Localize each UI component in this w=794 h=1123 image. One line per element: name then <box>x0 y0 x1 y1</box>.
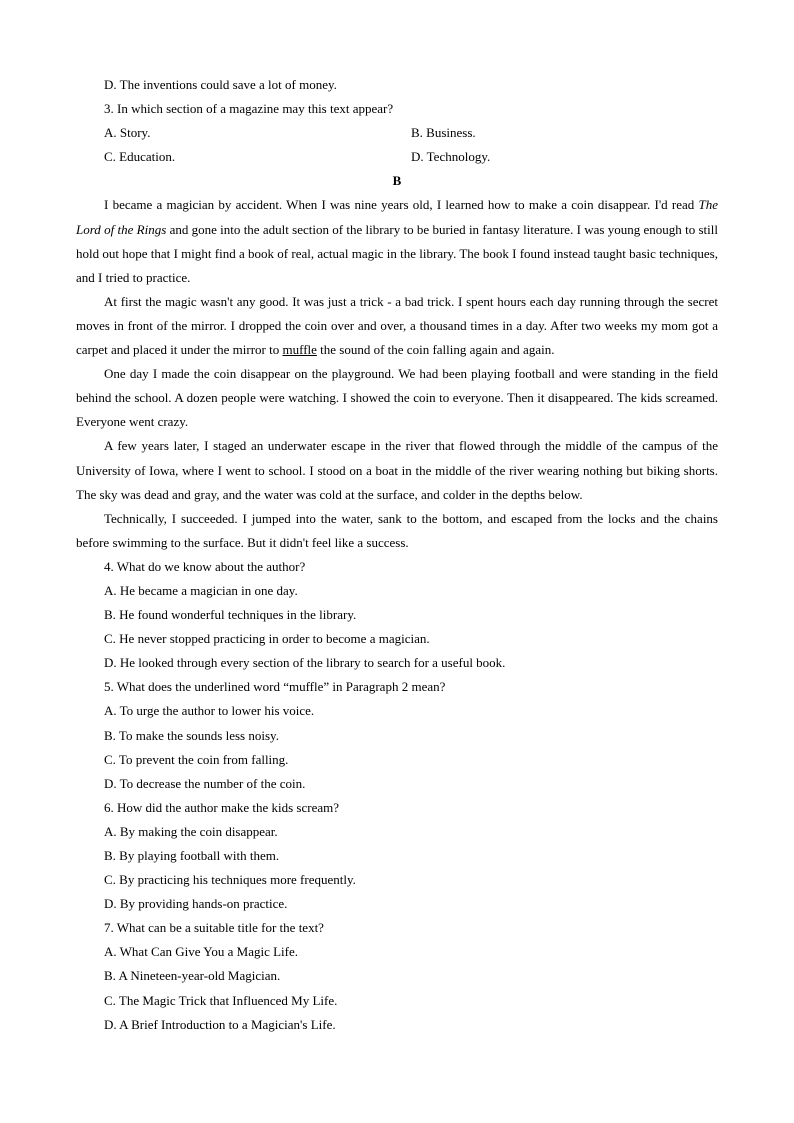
q3-option-c: C. Education. <box>104 149 176 165</box>
paragraph-5: Technically, I succeeded. I jumped into the water, sank to the bottom, and escaped from the locks and the chains before swimming to the surface. But it didn't feel like a success. <box>76 510 718 550</box>
section-title: B <box>392 173 402 189</box>
q3-options-row-2 <box>76 145 718 169</box>
q5-option-b: B. To make the sounds less noisy. <box>104 727 279 743</box>
book-title: The Lord of the Rings <box>76 197 718 237</box>
paragraph-1-text-b: and gone into the adult section of the library to be buried in fantasy literature. I was young enough to still hold out hope that I might find a book of real, actual magic in the library. The book I found instead taught basic techniques, and I tried to practice. <box>76 221 718 285</box>
q3-option-d: D. Technology. <box>411 149 491 165</box>
q2-option-d: D. The inventions could save a lot of money. <box>104 77 337 92</box>
q7-option-c: C. The Magic Trick that Influenced My Life. <box>104 992 338 1008</box>
q6-option-c: C. By practicing his techniques more frequently. <box>104 872 356 888</box>
q3-options-row-1 <box>76 121 718 145</box>
q6-option-a: A. By making the coin disappear. <box>104 823 278 839</box>
paragraph-2 <box>76 290 718 362</box>
q5-option-c: C. To prevent the coin from falling. <box>104 751 289 767</box>
q4-option-b: B. He found wonderful techniques in the library. <box>104 607 357 623</box>
q3-stem: 3. In which section of a magazine may this text appear? <box>104 101 394 117</box>
q6-option-d: D. By providing hands-on practice. <box>104 896 288 912</box>
q5-option-a: A. To urge the author to lower his voice. <box>104 703 315 719</box>
q6-option-b: B. By playing football with them. <box>104 848 280 863</box>
underlined-word: muffle <box>282 342 317 358</box>
q5-stem: 5. What does the underlined word “muffle” in Paragraph 2 mean? <box>104 679 446 695</box>
q4-option-d: D. He looked through every section of the library to search for a useful book. <box>104 655 506 671</box>
paragraph-2-text-b: the sound of the coin falling again and again. <box>316 342 555 358</box>
page-content <box>76 73 718 1037</box>
q4-option-c: C. He never stopped practicing in order to become a magician. <box>104 631 430 647</box>
q5-option-d: D. To decrease the number of the coin. <box>104 775 306 791</box>
paragraph-1 <box>76 193 718 289</box>
paragraph-4: A few years later, I staged an underwater escape in the river that flowed through the middle of the campus of the University of Iowa, where I went to school. I stood on a boat in the middle of the river wearing nothing but biking shorts. The sky was dead and gray, and the water was cold at the surface, and colder in the depths below. <box>76 438 718 502</box>
paragraph-2-text-a: At first the magic wasn't any good. It was just a trick - a bad trick. I spent hours each day running through the secret moves in front of the mirror. I dropped the coin over and over, a thousand times in a day. After two weeks my mom got a carpet and placed it under the mirror to <box>76 293 718 358</box>
q4-stem: 4. What do we know about the author? <box>104 558 306 574</box>
q7-option-d: D. A Brief Introduction to a Magician's Life. <box>104 1016 336 1032</box>
paragraph-1-text-a: I became a magician by accident. When I was nine years old, I learned how to make a coin disappear. I'd read <box>104 197 699 213</box>
paragraph-3: One day I made the coin disappear on the playground. We had been playing football and were standing in the field behind the school. A dozen people were watching. I showed the coin to everyone. Then it disappeared. The kids screamed. Everyone went crazy. <box>76 366 718 430</box>
q7-option-b: B. A Nineteen-year-old Magician. <box>104 968 281 984</box>
q4-option-a: A. He became a magician in one day. <box>104 582 298 598</box>
q7-stem: 7. What can be a suitable title for the text? <box>104 920 324 936</box>
q3-option-b: B. Business. <box>411 125 476 141</box>
q7-option-a: A. What Can Give You a Magic Life. <box>104 944 299 960</box>
q6-stem: 6. How did the author make the kids scream? <box>104 799 340 815</box>
q3-option-a: A. Story. <box>104 125 151 141</box>
